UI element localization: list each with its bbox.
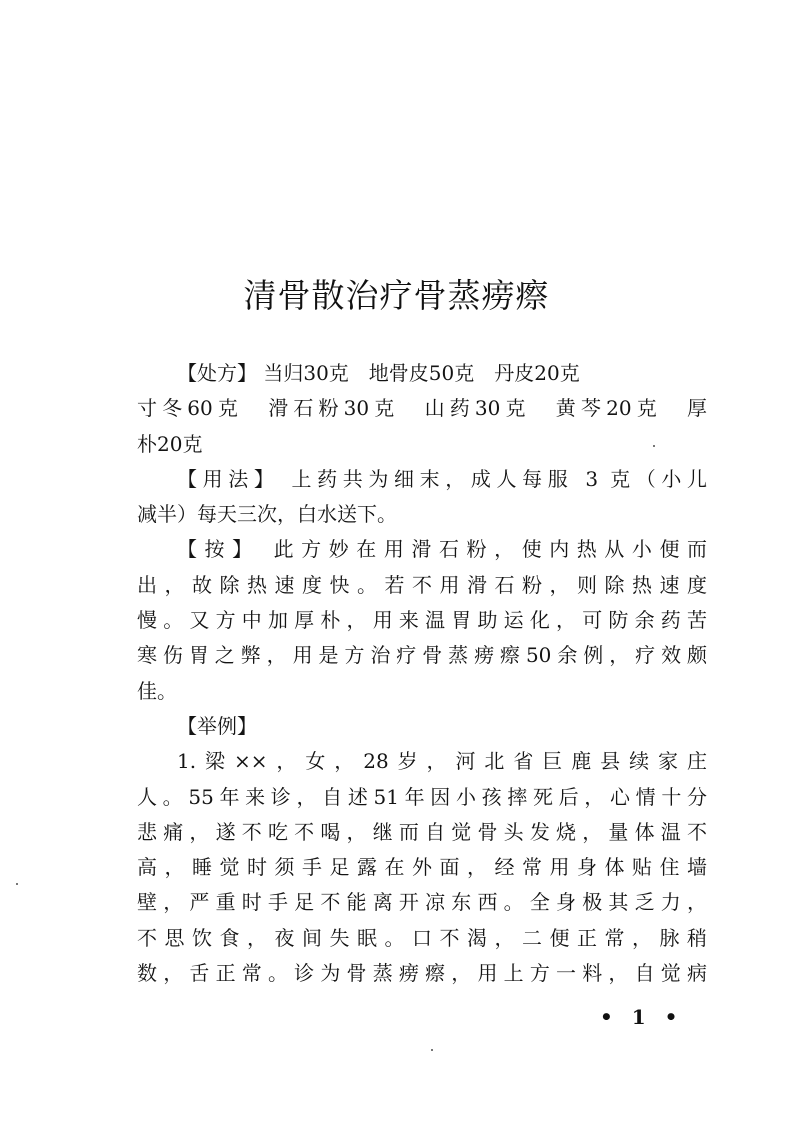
scan-speck [431,1049,433,1051]
example-heading: 【举例】 [177,713,257,738]
page-number: • 1 • [600,1005,684,1029]
example-line-6: 不思饮食，夜间失眠。口不渴，二便正常，脉稍 [137,925,707,950]
example-line-4: 高，睡觉时须手足露在外面，经常用身体贴住墙 [137,855,707,880]
usage-line-1: 【用法】 上药共为细末，成人每服 3 克（小儿 [177,466,707,491]
usage-line-2: 减半）每天三次，白水送下。 [137,502,397,527]
example-line-3: 悲痛，遂不吃不喝，继而自觉骨头发烧，量体温不 [137,819,707,844]
note-line-3: 慢。又方中加厚朴，用来温胃助运化，可防余药苦 [137,608,707,633]
example-line-1: 1.梁××，女，28岁，河北省巨鹿县续家庄 [177,749,707,774]
prescription-line-2: 寸冬60克 滑石粉30克 山药30克 黄芩20克 厚 [137,396,707,421]
scan-speck [653,445,655,447]
example-line-5: 壁，严重时手足不能离开凉东西。全身极其乏力， [137,890,707,915]
example-line-7: 数，舌正常。诊为骨蒸痨瘵，用上方一料，自觉病 [137,961,707,986]
note-line-2: 出，故除热速度快。若不用滑石粉，则除热速度 [137,572,707,597]
prescription-line-1: 【处方】 当归30克 地骨皮50克 丹皮20克 [177,361,580,385]
body-text [137,356,707,991]
note-line-4: 寒伤胃之弊，用是方治疗骨蒸痨瘵50余例，疗效颇 [137,643,707,668]
prescription-line-3: 朴20克 [137,431,203,456]
page-title: 清骨散治疗骨蒸痨瘵 [243,276,550,316]
scan-speck [16,883,18,885]
note-line-5: 佳。 [137,678,177,703]
note-line-1: 【按】 此方妙在用滑石粉，使内热从小便而 [177,537,707,562]
example-line-2: 人。55年来诊，自述51年因小孩摔死后，心情十分 [137,784,707,809]
